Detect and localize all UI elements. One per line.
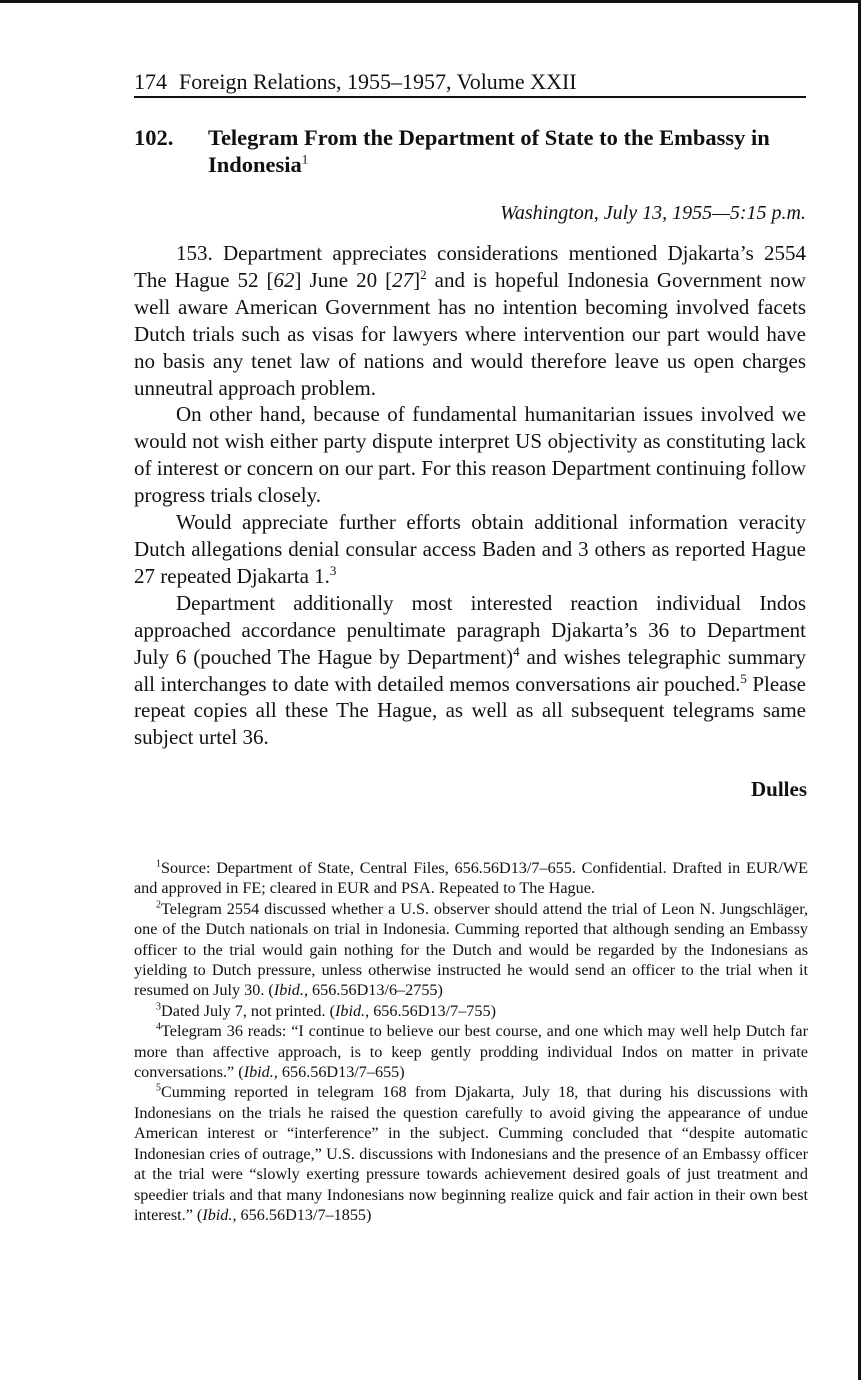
p3-text: Would appreciate further efforts obtain additional information veracity Dutch allegations denial consular access Baden and 3 others as reported Hague 27 repeated Djakarta 1. (134, 510, 806, 588)
body-paragraph-3 (134, 509, 806, 590)
footnote-4 (134, 1021, 808, 1082)
footnote-3-text: Dated July 7, not printed. ( (161, 1001, 335, 1020)
footnote-2-mark: 2 (156, 899, 161, 911)
body-paragraph-1 (134, 240, 806, 401)
p4-text-b: and wishes telegraphic summary all interchanges to date with detailed memos conversations air pouched. (134, 644, 806, 696)
footnote-ref-1: 1 (301, 151, 309, 167)
footnote-ref-3: 3 (329, 562, 337, 578)
document-title-text: Telegram From the Department of State to the Embassy in Indonesia (208, 125, 770, 177)
footnote-ref-5: 5 (740, 670, 747, 686)
footnote-5-end: , 656.56D13/7–1855) (232, 1205, 372, 1224)
p4-text-c: Please repeat copies all these The Hague, as well as all subsequent telegrams same subject urtel 36. (134, 671, 807, 750)
footnote-5 (134, 1082, 808, 1225)
document-number: 102. (134, 125, 174, 150)
document-title (208, 124, 808, 178)
header-rule (134, 96, 806, 98)
footnote-5-ibid: Ibid. (202, 1205, 233, 1224)
running-head (134, 68, 806, 96)
footnote-ref-2: 2 (420, 266, 427, 282)
footnote-3-end: , 656.56D13/7–755) (365, 1001, 496, 1020)
footnote-ref-4: 4 (513, 643, 520, 659)
page-number: 174 (134, 69, 167, 94)
footnote-3-ibid: Ibid. (334, 1001, 366, 1020)
footnote-3-mark: 3 (156, 1001, 161, 1013)
footnote-2-end: , 656.56D13/6–2755) (303, 981, 443, 1000)
publication-title: Foreign Relations, 1955–1957, Volume XXII (179, 69, 577, 94)
p1-text-a: 153. Department appreciates considerations mentioned Djakarta’s 2554 The Hague 52 [ (134, 241, 806, 292)
dateline: Washington, July 13, 1955—5:15 p.m. (500, 202, 806, 224)
footnote-2-ibid: Ibid. (273, 981, 304, 1000)
body-paragraph-4 (134, 590, 806, 751)
footnote-5-text: Cumming reported in telegram 168 from Djakarta, July 18, that during his discussions with Indonesians on the trials he raised the question carefully to avoid giving the appearance of undue American interest or “interference” in the subject. Cumming concluded that “despite automatic Indonesian cries of outrage,” U.S. discussions with Indonesians and the presence of an Embassy officer at the trial were “slowly exerting pressure towards achievement desired goals of just treatment and speedier trials and that many Indonesians now beginning realize quick and fair action in their own best interest.” ( (134, 1083, 808, 1224)
page-border-top (0, 0, 861, 3)
p1-ital-b: 27 (392, 267, 414, 292)
p4-text-a: Department additionally most interested reaction individual Indos approached accordance penultimate paragraph Djakarta’s 36 to Department July 6 (pouched The Hague by Department) (134, 590, 806, 669)
footnote-4-text: Telegram 36 reads: “I continue to believe our best course, and one which may well help Dutch far more than affective approach, is to keep gently prodding individual Indos on matter in private conversations.” ( (134, 1022, 808, 1082)
footnote-4-end: , 656.56D13/7–655) (273, 1063, 405, 1082)
footnote-5-mark: 5 (156, 1083, 161, 1095)
body-paragraph-2: On other hand, because of fundamental humanitarian issues involved we would not wish either party dispute interpret US objectivity as constituting lack of interest or concern on our part. For this reason Department continuing follow progress trials closely. (134, 402, 806, 508)
p1-text-d: and is hopeful Indonesia Government now well aware American Government has no intention becoming involved facets Dutch trials such as visas for lawyers where intervention our part would have no basis any tenet law of nations and would therefore leave us open charges unneutral approach problem. (134, 267, 806, 400)
footnote-2 (134, 899, 808, 1001)
footnote-3 (134, 1001, 808, 1021)
telegram-body (134, 240, 806, 751)
footnotes (134, 858, 808, 1225)
footnote-1 (134, 858, 808, 899)
p1-text-b: ] June 20 [ (294, 267, 393, 292)
p1-ital-a: 62 (273, 267, 295, 292)
p1-text-c: ] (413, 267, 421, 292)
footnote-2-text: Telegram 2554 discussed whether a U.S. observer should attend the trial of Leon N. Jungschläger, one of the Dutch nationals on trial in Indonesia. Cumming reported that although sending an Embassy officer to the trial would gain nothing for the Dutch and would be regarded by the Indonesians as yielding to Dutch pressure, unless otherwise instructed he would send an officer to the trial when it resumed on July 30. ( (134, 899, 808, 1000)
footnote-1-text: Source: Department of State, Central Files, 656.56D13/7–655. Confidential. Drafted in EUR/WE and approved in FE; cleared in EUR and PSA. Repeated to The Hague. (134, 859, 808, 898)
footnote-1-mark: 1 (156, 858, 161, 870)
footnote-4-ibid: Ibid. (243, 1063, 274, 1082)
signature: Dulles (750, 777, 807, 801)
footnote-4-mark: 4 (156, 1021, 161, 1033)
